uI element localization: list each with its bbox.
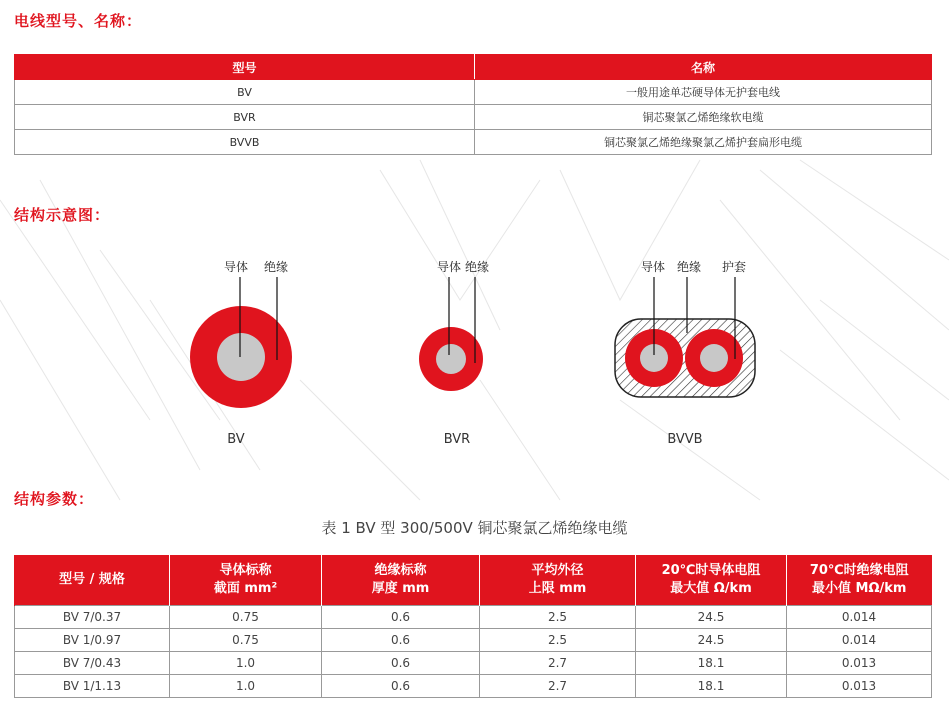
cell-outer-diameter: 2.5 xyxy=(480,606,636,629)
structure-section-title: 结构示意图： xyxy=(14,206,111,224)
header-line2: 截面 mm² xyxy=(213,581,278,596)
cell-insulation-thickness: 0.6 xyxy=(322,629,480,652)
cell-insulation-thickness: 0.6 xyxy=(322,606,480,629)
params-header-insulation-resistance xyxy=(787,555,932,606)
bvr-cable-name: BVR xyxy=(443,432,471,447)
header-line1: 型号 / 规格 xyxy=(59,572,125,587)
params-header-outer-diameter xyxy=(480,555,636,606)
bvvb-conductor-label: 导体 xyxy=(641,260,666,274)
cell-insulation-resistance: 0.013 xyxy=(787,652,932,675)
bvvb-sheath-label: 护套 xyxy=(722,260,747,274)
params-table-caption: 表 1 BV 型 300/500V 铜芯聚氯乙烯绝缘电缆 xyxy=(321,519,628,537)
cell-model: BV 7/0.43 xyxy=(15,652,170,675)
bvr-cable-diagram xyxy=(415,275,495,395)
cell-conductor-resistance: 24.5 xyxy=(636,629,787,652)
params-section-title: 结构参数： xyxy=(14,490,95,508)
model-code: BVVB xyxy=(15,130,475,155)
header-line2: 最大值 Ω/km xyxy=(670,581,752,596)
table-row xyxy=(15,130,932,155)
cell-outer-diameter: 2.7 xyxy=(480,675,636,698)
header-line1: 绝缘标称 xyxy=(374,563,427,578)
models-header-type: 型号 xyxy=(15,55,475,80)
table-row xyxy=(15,606,932,629)
bvr-insulation-label: 绝缘 xyxy=(465,260,490,274)
cell-conductor-resistance: 18.1 xyxy=(636,675,787,698)
cell-cross-section: 1.0 xyxy=(170,652,322,675)
cell-cross-section: 1.0 xyxy=(170,675,322,698)
bvvb-insulation-label: 绝缘 xyxy=(677,260,702,274)
models-header-name: 名称 xyxy=(475,55,932,80)
bvvb-cable-diagram xyxy=(610,275,760,405)
bvvb-conductor-right xyxy=(700,344,728,372)
header-line2: 上限 mm xyxy=(528,581,587,596)
header-line1: 70℃时绝缘电阻 xyxy=(809,563,909,578)
params-header-cross-section xyxy=(170,555,322,606)
bvr-conductor-label: 导体 xyxy=(437,260,462,274)
cell-model: BV 1/1.13 xyxy=(15,675,170,698)
table-row xyxy=(15,675,932,698)
bv-cable-diagram xyxy=(185,275,300,420)
cell-insulation-thickness: 0.6 xyxy=(322,675,480,698)
header-line1: 平均外径 xyxy=(531,563,584,578)
model-name: 一般用途单芯硬导体无护套电线 xyxy=(475,80,932,105)
header-line1: 20℃时导体电阻 xyxy=(661,563,761,578)
cell-cross-section: 0.75 xyxy=(170,629,322,652)
cell-model: BV 1/0.97 xyxy=(15,629,170,652)
bv-cable-name: BV xyxy=(227,432,245,447)
model-name: 铜芯聚氯乙烯绝缘聚氯乙烯护套扁形电缆 xyxy=(475,130,932,155)
params-header-insulation-thickness xyxy=(322,555,480,606)
table-row xyxy=(15,652,932,675)
table-row xyxy=(15,629,932,652)
params-header-model xyxy=(15,555,170,606)
cell-insulation-resistance: 0.013 xyxy=(787,675,932,698)
cell-cross-section: 0.75 xyxy=(170,606,322,629)
cell-model: BV 7/0.37 xyxy=(15,606,170,629)
models-section-title: 电线型号、名称： xyxy=(14,12,143,30)
models-table xyxy=(14,54,932,155)
cell-conductor-resistance: 24.5 xyxy=(636,606,787,629)
cell-outer-diameter: 2.7 xyxy=(480,652,636,675)
model-code: BVR xyxy=(15,105,475,130)
cell-insulation-thickness: 0.6 xyxy=(322,652,480,675)
bvvb-cable-name: BVVB xyxy=(667,432,703,447)
table-row xyxy=(15,105,932,130)
header-line2: 最小值 MΩ/km xyxy=(812,581,907,596)
header-line2: 厚度 mm xyxy=(371,581,430,596)
bv-conductor xyxy=(217,333,265,381)
bv-insulation-label: 绝缘 xyxy=(264,260,289,274)
params-table xyxy=(14,555,932,698)
params-header-conductor-resistance xyxy=(636,555,787,606)
table-row xyxy=(15,80,932,105)
cell-insulation-resistance: 0.014 xyxy=(787,606,932,629)
cell-conductor-resistance: 18.1 xyxy=(636,652,787,675)
model-code: BV xyxy=(15,80,475,105)
bvr-conductor xyxy=(436,344,466,374)
header-line1: 导体标称 xyxy=(219,563,272,578)
model-name: 铜芯聚氯乙烯绝缘软电缆 xyxy=(475,105,932,130)
cell-outer-diameter: 2.5 xyxy=(480,629,636,652)
cell-insulation-resistance: 0.014 xyxy=(787,629,932,652)
bv-conductor-label: 导体 xyxy=(224,260,249,274)
